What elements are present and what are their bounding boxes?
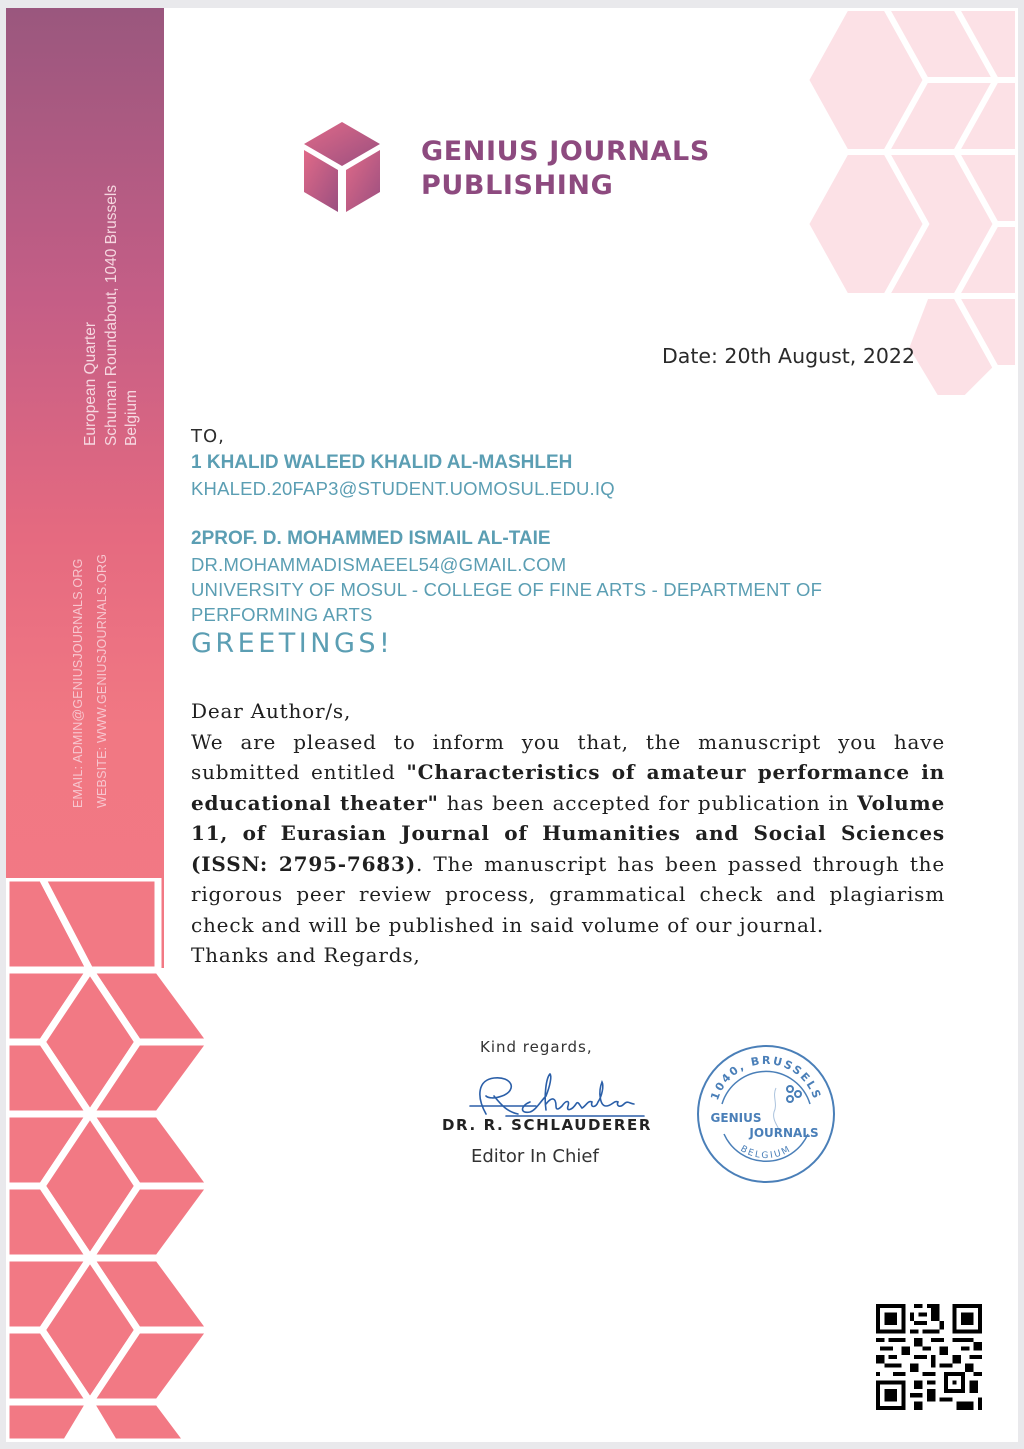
author-2-email[interactable]: DR.MOHAMMADISMAEEL54@GMAIL.COM — [191, 554, 567, 575]
brand-name — [421, 135, 710, 203]
gears-icon — [787, 1086, 801, 1102]
salutation: Dear Author/s, — [191, 699, 352, 723]
author-1-name: 1 KHALID WALEED KHALID AL-MASHLEH — [191, 452, 573, 473]
affiliation-line-1: UNIVERSITY OF MOSUL - COLLEGE OF FINE ARTS - DEPARTMENT OF — [191, 579, 823, 600]
letter-body — [191, 696, 945, 971]
paragraph-text: has been accepted for publication in — [438, 790, 858, 815]
letter-date: Date: 20th August, 2022 — [662, 344, 915, 368]
brand-line-2: PUBLISHING — [421, 170, 614, 201]
signer-name: DR. R. SCHLAUDERER — [442, 1116, 653, 1134]
paragraph-text: We are pleased to inform you that, the manuscript you have submitted entitled — [191, 729, 945, 784]
contact-email[interactable]: EMAIL: ADMIN@GENIUSJOURNALS.ORG — [71, 558, 85, 808]
stamp-bottom-text: BELGIUM — [738, 1144, 794, 1162]
address-line: Belgium — [123, 390, 140, 446]
contact-info — [66, 554, 114, 808]
stamp-center-line-1: GENIUS — [710, 1111, 762, 1125]
acceptance-letter — [6, 8, 1018, 1442]
kind-regards: Kind regards, — [480, 1038, 593, 1056]
stamp-center-line-2: JOURNALS — [749, 1126, 819, 1140]
address-line: European Quarter — [82, 321, 99, 446]
main-paragraph — [191, 727, 945, 941]
stamp-top-text: 1040, BRUSSELS — [708, 1053, 824, 1102]
brand-line-1: GENIUS JOURNALS — [421, 136, 710, 167]
closing: Thanks and Regards, — [191, 943, 421, 967]
cube-icon — [300, 120, 384, 216]
sidebar-band — [6, 8, 164, 968]
handwritten-signature — [466, 1066, 646, 1122]
signer-role: Editor In Chief — [471, 1146, 599, 1167]
author-1-email[interactable]: KHALED.20FAP3@STUDENT.UOMOSUL.EDU.IQ — [191, 478, 615, 499]
journal-reference: Volume 11, of Eurasian Journal of Humanities and Social Sciences (ISSN: 2795-7683) — [191, 790, 945, 876]
office-address — [81, 185, 143, 446]
top-right-cube-pattern — [786, 8, 1018, 398]
address-line: Schuman Roundabout, 1040 Brussels — [102, 184, 120, 446]
to-label: TO, — [191, 426, 225, 447]
affiliation-line-2: PERFORMING ARTS — [191, 604, 373, 625]
manuscript-title: "Characteristics of amateur performance in educational theater" — [191, 760, 945, 815]
svg-text:BELGIUM — [739, 1144, 794, 1161]
qr-code[interactable] — [876, 1304, 982, 1410]
journal-stamp — [694, 1042, 838, 1186]
greeting: GREETINGS! — [191, 628, 394, 659]
contact-website[interactable]: WEBSITE: WWW.GENIUSJOURNALS.ORG — [95, 553, 109, 808]
paragraph-text: . The manuscript has been passed through the rigorous peer review process, grammatical check and plagiarism check and will be published in said volume of our journal. — [191, 851, 946, 937]
author-2-name: 2PROF. D. MOHAMMED ISMAIL AL-TAIE — [191, 528, 551, 549]
